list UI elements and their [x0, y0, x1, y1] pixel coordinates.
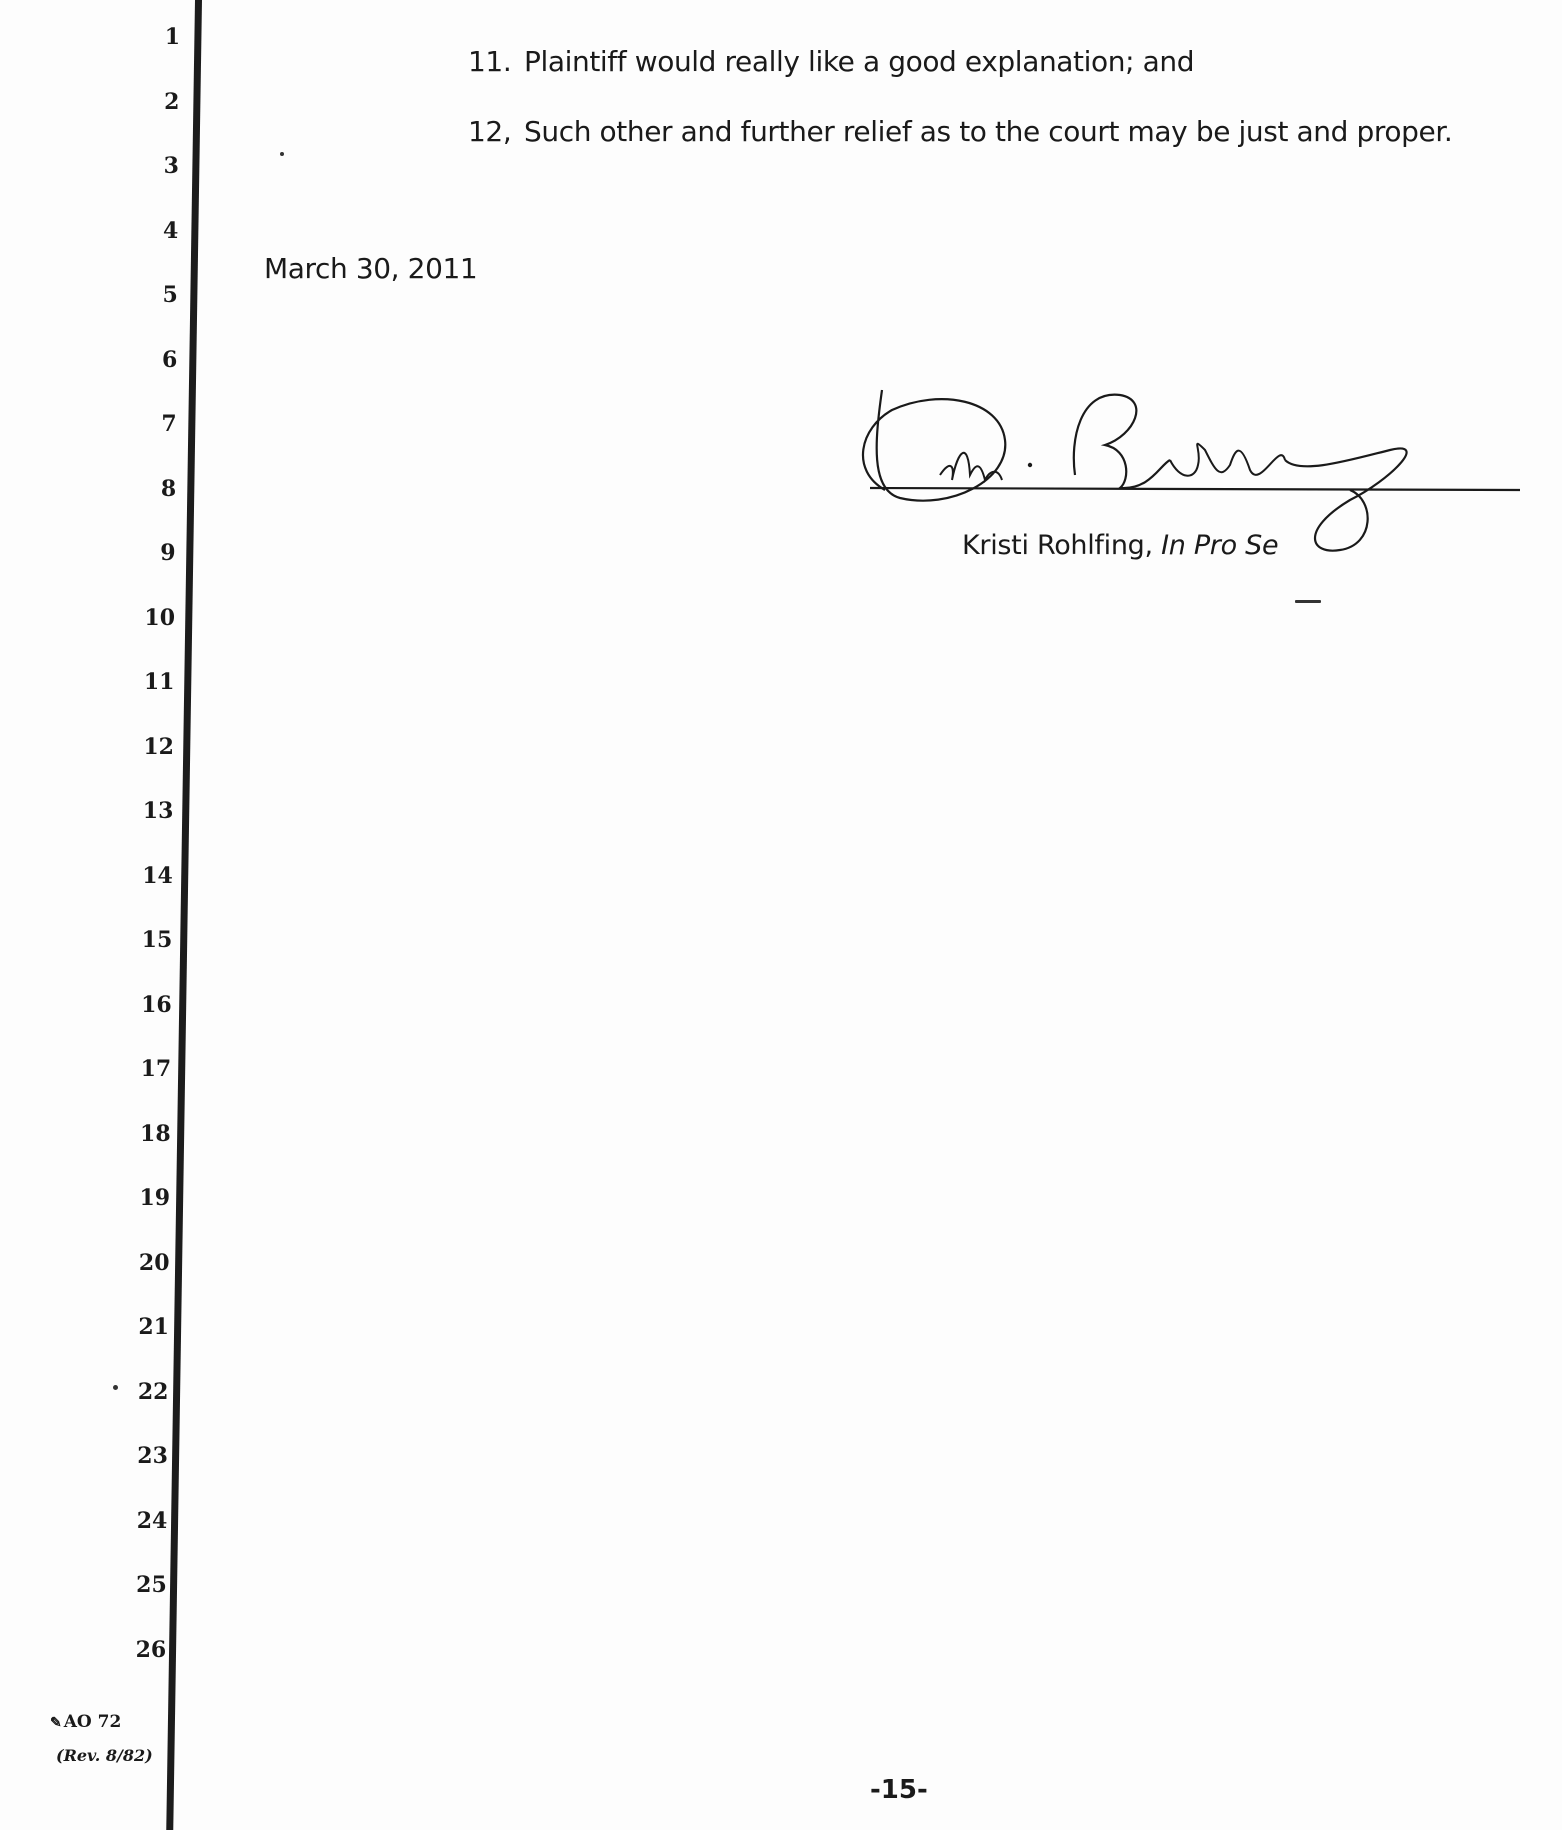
line-number: 20: [138, 1249, 170, 1276]
signer-name: Kristi Rohlfing,: [962, 530, 1153, 561]
pen-icon: ✎: [50, 1715, 62, 1731]
line-number: 16: [141, 991, 172, 1018]
line-number: 15: [141, 927, 173, 953]
line-number: 22: [137, 1378, 169, 1405]
line-number: 1: [164, 24, 180, 50]
line-number-column: [0, 0, 190, 1700]
line-number: 25: [136, 1572, 167, 1598]
item-text: Such other and further relief as to the court may be just and proper.: [524, 115, 1453, 148]
line-number: 9: [160, 540, 176, 566]
line-number: 18: [140, 1120, 171, 1147]
line-number: 7: [161, 411, 177, 437]
line-number: 3: [163, 153, 179, 179]
line-number: 10: [144, 604, 176, 631]
item-text: Plaintiff would really like a good explanation; and: [524, 45, 1195, 78]
signer-capacity: In Pro Se: [1161, 530, 1279, 561]
form-code-label: AO 72: [63, 1712, 122, 1732]
line-number: 24: [136, 1507, 168, 1534]
line-number: 19: [139, 1185, 171, 1211]
signer-name-line: [962, 530, 1278, 561]
line-number: 13: [142, 798, 174, 824]
relief-item-11: [468, 45, 1194, 78]
scan-speck: [113, 1385, 118, 1390]
form-code: [50, 1712, 153, 1766]
item-number: 11.: [468, 45, 512, 78]
line-number: 2: [164, 88, 180, 115]
line-number: 11: [143, 669, 175, 695]
form-revision: (Rev. 8/82): [56, 1746, 153, 1766]
signature-date: March 30, 2011: [264, 252, 478, 285]
item-number: 12,: [468, 115, 512, 148]
line-number: 4: [163, 217, 179, 244]
line-number: 17: [140, 1056, 172, 1082]
line-number: 12: [143, 733, 174, 760]
line-number: 5: [162, 282, 178, 308]
line-number: 8: [160, 475, 177, 502]
page-number: -15-: [870, 1775, 928, 1805]
line-number: 21: [138, 1314, 169, 1340]
line-number: 23: [137, 1443, 168, 1469]
scan-speck: [280, 152, 284, 156]
line-number: 26: [135, 1636, 167, 1663]
line-number: 6: [161, 346, 178, 373]
line-number: 14: [142, 862, 173, 889]
scan-speck: [1295, 600, 1321, 603]
relief-item-12: [468, 115, 1452, 148]
